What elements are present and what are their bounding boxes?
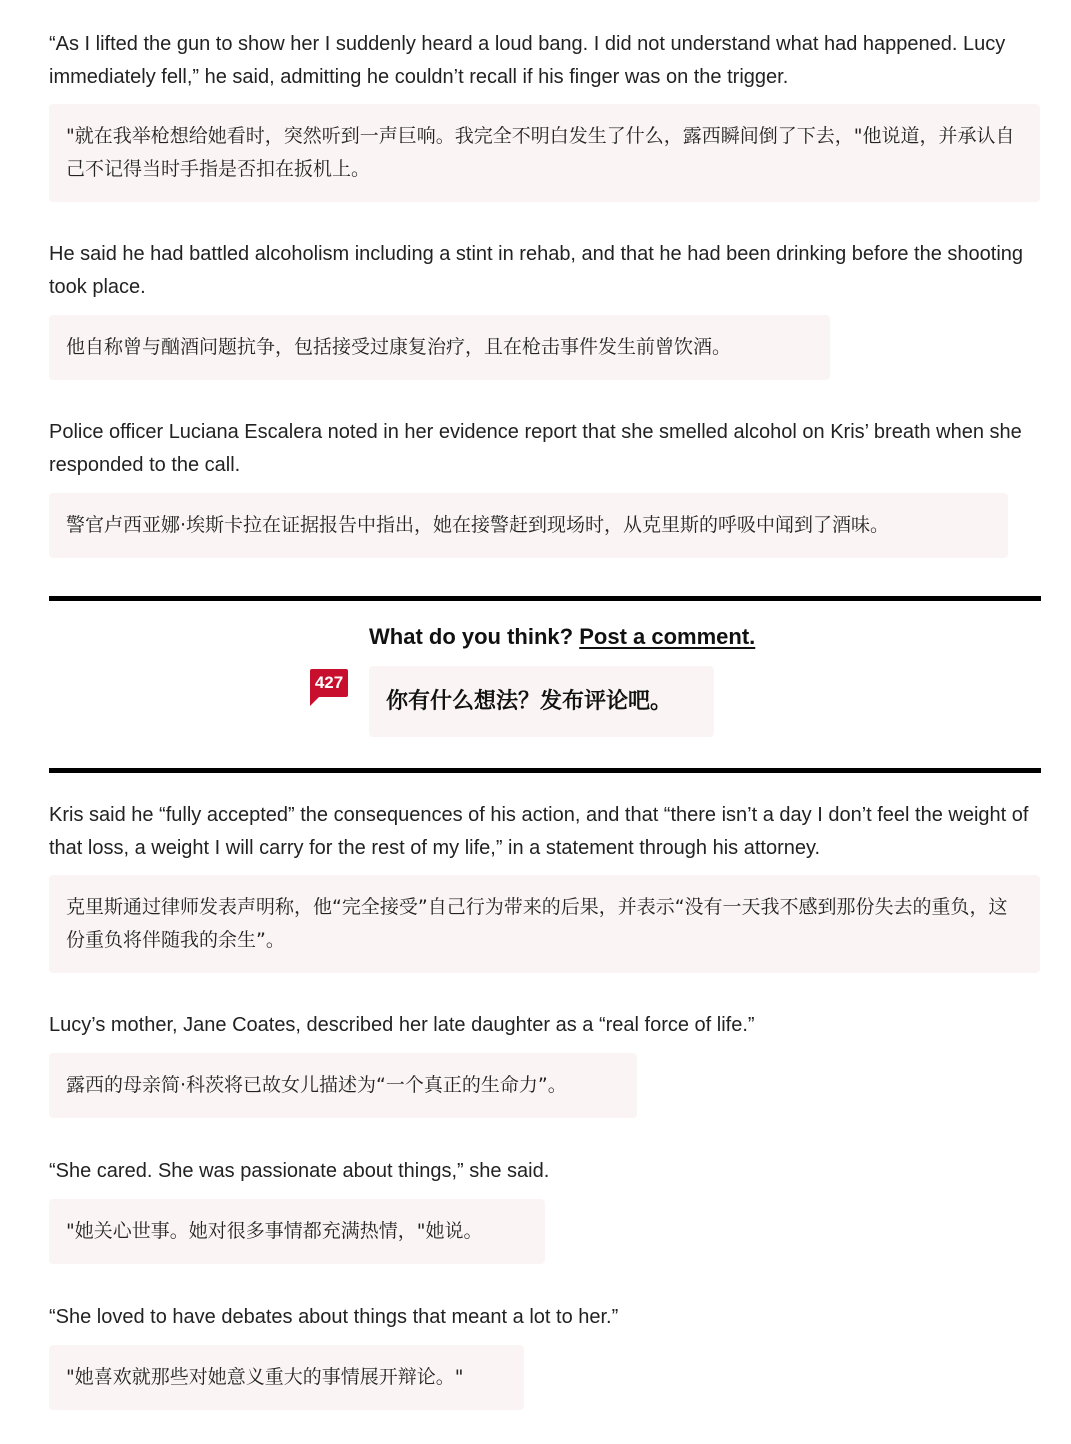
comment-prompt-text: What do you think? <box>369 624 574 649</box>
article-paragraph: “As I lifted the gun to show her I suddenly heard a loud bang. I did not understand what had happened. Lucy immediately fell,” he said, admitting he couldn’t recall if his finger was on the trigger. <box>49 33 1006 88</box>
article-paragraph: Police officer Luciana Escalera noted in her evidence report that she smelled alcohol on Kris’ breath when she responded to the call. <box>49 421 1022 476</box>
section-divider <box>49 596 1041 601</box>
comment-bubble-tail-icon <box>310 696 320 706</box>
translation-block: "她关心世事。她对很多事情都充满热情，"她说。 <box>49 1199 545 1264</box>
translation-block: 露西的母亲简·科茨将已故女儿描述为“一个真正的生命力”。 <box>49 1053 637 1118</box>
translation-block: 他自称曾与酗酒问题抗争，包括接受过康复治疗，且在枪击事件发生前曾饮酒。 <box>49 315 830 380</box>
article-paragraph: “She loved to have debates about things that meant a lot to her.” <box>49 1306 619 1328</box>
article-paragraph: Lucy’s mother, Jane Coates, described her late daughter as a “real force of life.” <box>49 1014 755 1036</box>
translation-block: 警官卢西亚娜·埃斯卡拉在证据报告中指出，她在接警赶到现场时，从克里斯的呼吸中闻到了酒味。 <box>49 493 1008 558</box>
article-paragraph: Kris said he “fully accepted” the consequences of his action, and that “there isn’t a day I don’t feel the weight of that loss, a weight I will carry for the rest of my life,” in a statement through his attorney. <box>49 804 1029 859</box>
comment-prompt-translation: 你有什么想法？发布评论吧。 <box>369 666 714 737</box>
article-paragraph: He said he had battled alcoholism including a stint in rehab, and that he had been drinking before the shooting took place. <box>49 243 1024 298</box>
section-divider <box>49 768 1041 773</box>
comment-count-badge[interactable]: 427 <box>310 669 348 697</box>
comment-prompt <box>369 624 755 650</box>
translation-block: 克里斯通过律师发表声明称，他“完全接受”自己行为带来的后果，并表示“没有一天我不感到那份失去的重负，这份重负将伴随我的余生”。 <box>49 875 1040 973</box>
article-paragraph: “She cared. She was passionate about things,” she said. <box>49 1160 550 1182</box>
translation-block: "她喜欢就那些对她意义重大的事情展开辩论。" <box>49 1345 524 1410</box>
translation-block: "就在我举枪想给她看时，突然听到一声巨响。我完全不明白发生了什么，露西瞬间倒了下去，"他说道，并承认自己不记得当时手指是否扣在扳机上。 <box>49 104 1040 202</box>
post-comment-link[interactable]: Post a comment. <box>579 624 756 649</box>
